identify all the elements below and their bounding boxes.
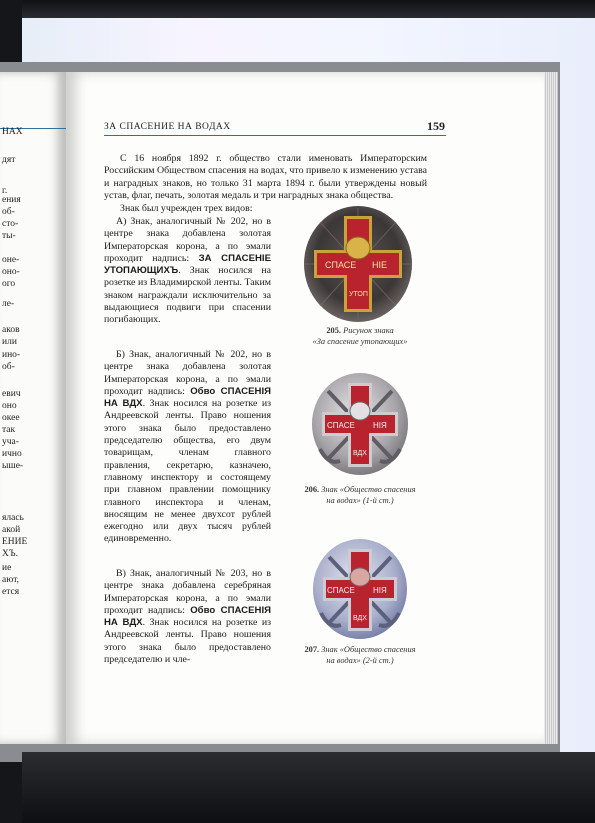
previous-page-fragment: аков [2,325,20,335]
medal-207-text-bottom: ВДХ [353,615,367,622]
medal-206-text-bottom: ВДХ [353,450,367,457]
figure-206-caption-line1: Знак «Общество спасения [321,485,416,494]
medal-207-image [311,537,409,641]
section-b-text [104,349,271,546]
figure-207-caption [300,645,420,666]
section-b-inscription: Обво СПАСЕНІЯ НА ВДХ [104,385,271,410]
header-rule [104,135,446,136]
section-a-before: А) Знак, аналогичный № 202, но в центре знака добавлена золотая Императорская корона, а по эмали проходит надпись: [104,216,271,264]
intro-list-lead: Знак был учрежден трех видов: [120,203,253,214]
medal-205-text-left: СПАСЕ [325,260,357,270]
medal-206-text-right: НІЯ [373,421,387,430]
figure-205-caption-line2: «За спасение утопающих» [312,336,408,346]
scan-top-edge [0,0,595,18]
previous-page-fragment: ения [2,195,21,205]
intro-paragraph: С 16 ноября 1892 г. общество стали именовать Императорским Российским Обществом спасения на водах, что привело к изменению устава и наградных знаков, но только 31 марта 1894 г. были утверждены новый устав, флаг, печать, золотая медаль и три наградных знака общества. [104,153,427,201]
medal-205-image [302,204,414,324]
figure-205-caption [300,326,420,347]
previous-page-fragment: ично [2,449,22,459]
previous-page-fragment: ие [2,563,12,573]
medal-207-text-left: СПАСЕ [327,586,355,595]
medal-207-text-right: НІЯ [373,586,387,595]
medal-206-text-left: СПАСЕ [327,421,355,430]
previous-page-fragment: об- [2,207,15,217]
previous-page-fragment: ялась [2,513,24,523]
previous-page-fragment: ты- [2,231,16,241]
medal-205-text-right: НІЕ [372,260,388,270]
previous-page-fragment: оно- [2,267,20,277]
section-b-after: . Знак носился на розетке из Андреевской ленты. Право ношения этого знака было предоставлено председателю общества, его двум товарищам, членам главного правления, секретарю, казначею, главному инспектору и состоящему при главном правлении помощнику главного инспектора и членам, вносящим не менее двухсот рублей ежегодно или двух тысяч рублей единовременно. [104,398,271,545]
previous-page-fragment: оне- [2,255,20,265]
previous-page-fragment: ают, [2,575,20,585]
section-b-before: Б) Знак, аналогичный № 202, но в центре знака добавлена золотая Императорская корона, а по эмали проходит надпись: [104,349,271,397]
figure-207-number: 207. [304,645,320,654]
previous-page-fragment: дят [2,155,16,165]
previous-page-fragment: ле- [2,299,15,309]
section-a-text [104,216,271,327]
previous-page-fragment: ется [2,587,20,597]
figure-205-caption-line1: Рисунок знака [343,326,394,335]
running-title: ЗА СПАСЕНИЕ НА ВОДАХ [104,122,231,132]
page-number: 159 [427,119,445,133]
section-c-inscription: Обво СПАСЕНІЯ НА ВДХ [104,604,271,629]
medal-205-text-bottom: УТОП [349,291,368,298]
section-a-inscription: ЗА СПАСЕНІЕ УТОПАЮЩИХЪ [104,252,271,277]
previous-page-fragment: евич [2,389,21,399]
previous-page-fragment: так [2,425,16,435]
previous-page-fragment: оно [2,401,17,411]
figure-206-caption-line2: на водах» (1-й ст.) [326,495,394,505]
previous-page-fragment: или [2,337,17,347]
section-c-after: . Знак носился на розетке из Андреевской ленты. Право ношения этого знака было предоставлено председателю и чле- [104,617,271,666]
previous-page-fragment: сто- [2,219,19,229]
section-c-before: В) Знак, аналогичный № 203, но в центре знака добавлена серебряная Императорская корона, а по эмали проходит надпись: [104,568,271,616]
previous-page-fragment: об- [2,362,15,372]
page-edges [544,72,558,744]
previous-page-fragment: ого [2,279,16,289]
medal-206-image [310,371,410,477]
previous-page [0,72,66,744]
previous-page-fragment: ыше- [2,461,24,471]
previous-page-fragment: окее [2,413,20,423]
scan-bottom-edge [22,752,595,823]
figure-206-caption [300,485,420,506]
figure-207-caption-line1: Знак «Общество спасения [321,645,416,654]
previous-page-fragment: ЕНИЕ [2,537,28,547]
section-a-after: . Знак носился на розетке из Владимирской ленты. Таким знаком награждали исключительно за выдающиеся подвиги при спасении погибающих. [104,265,271,326]
figure-205-number: 205. [326,326,341,335]
previous-page-fragment: акой [2,525,21,535]
section-c-text [104,568,271,666]
figure-207-caption-line2: на водах» (2-й ст.) [326,655,394,665]
previous-page-fragment: НАХ [2,127,23,137]
previous-page-fragment: г. [2,186,8,196]
figure-206-number: 206. [304,485,320,494]
previous-page-fragment: ХЪ. [2,549,18,559]
previous-page-fragment: ино- [2,350,21,360]
previous-page-fragment: уча- [2,437,19,447]
